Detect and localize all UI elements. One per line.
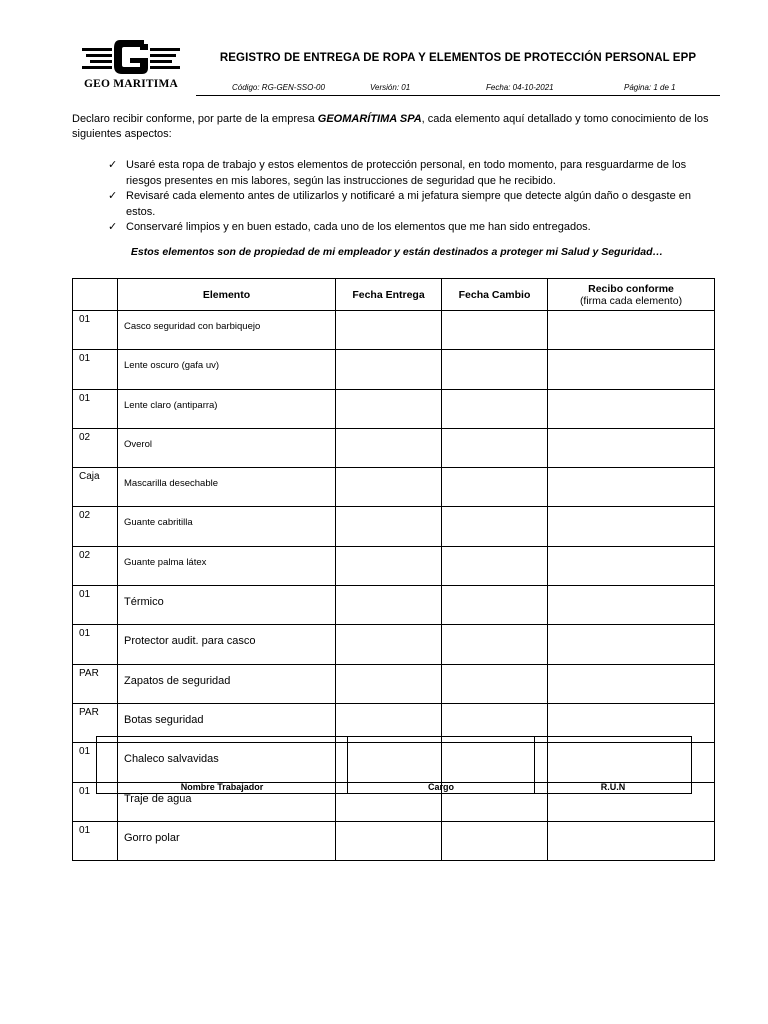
fecha-cambio-cell[interactable]	[442, 586, 548, 625]
qty-cell: PAR	[73, 664, 118, 703]
header-qty	[73, 279, 118, 311]
firma-cell[interactable]	[548, 586, 715, 625]
fecha-entrega-cell[interactable]	[336, 468, 442, 507]
qty-cell: 01	[73, 743, 118, 782]
firma-cell[interactable]	[548, 350, 715, 389]
fecha-entrega-cell[interactable]	[336, 664, 442, 703]
table-row	[73, 625, 715, 664]
fecha-entrega-cell[interactable]	[336, 546, 442, 585]
item-cell: Gorro polar	[118, 821, 336, 860]
worker-name-field[interactable]: Nombre Trabajador	[97, 737, 348, 794]
fecha-cambio-cell[interactable]	[442, 821, 548, 860]
fecha-cambio-cell[interactable]	[442, 389, 548, 428]
item-cell: Chaleco salvavidas	[118, 743, 336, 782]
fecha-entrega-cell[interactable]	[336, 586, 442, 625]
item-cell: Lente claro (antiparra)	[118, 389, 336, 428]
item-cell: Botas seguridad	[118, 703, 336, 742]
code-field: Código: RG-GEN-SSO-00	[232, 83, 325, 92]
table-row	[73, 468, 715, 507]
firma-cell[interactable]	[548, 821, 715, 860]
geo-maritima-emblem-icon	[80, 36, 182, 76]
qty-cell: 02	[73, 546, 118, 585]
fecha-cambio-cell[interactable]	[442, 311, 548, 350]
qty-cell: 01	[73, 586, 118, 625]
checkmark-icon: ✓	[108, 159, 118, 171]
page-field: Página: 1 de 1	[624, 83, 676, 92]
fecha-cambio-cell[interactable]	[442, 625, 548, 664]
declaration-text-end: , cada elemento aquí detallado y tomo conocimiento de los siguientes aspectos:	[72, 113, 709, 140]
commitment-item	[108, 189, 708, 220]
signature-table	[96, 736, 692, 794]
qty-cell: 01	[73, 625, 118, 664]
ownership-notice: Estos elementos son de propiedad de mi empleador y están destinados a proteger mi Salud y Seguridad…	[130, 246, 664, 258]
qty-cell: 02	[73, 428, 118, 467]
table-row	[73, 586, 715, 625]
date-field: Fecha: 04-10-2021	[486, 83, 554, 92]
fecha-entrega-cell[interactable]	[336, 350, 442, 389]
item-cell: Zapatos de seguridad	[118, 664, 336, 703]
qty-cell: 01	[73, 821, 118, 860]
qty-cell: 01	[73, 389, 118, 428]
fecha-cambio-cell[interactable]	[442, 350, 548, 389]
item-cell: Guante cabritilla	[118, 507, 336, 546]
firma-cell[interactable]	[548, 664, 715, 703]
fecha-cambio-cell[interactable]	[442, 664, 548, 703]
firma-cell[interactable]	[548, 546, 715, 585]
firma-cell[interactable]	[548, 468, 715, 507]
recibo-title: Recibo conforme	[588, 282, 674, 295]
item-cell: Protector audit. para casco	[118, 625, 336, 664]
table-header-row	[73, 279, 715, 311]
commitment-item	[108, 220, 708, 236]
commitment-text: Revisaré cada elemento antes de utilizarlos y notificaré a mi jefatura siempre que detecte algún daño o desgaste en estos.	[126, 190, 692, 218]
firma-cell[interactable]	[548, 625, 715, 664]
table-row	[73, 821, 715, 860]
qty-cell: Caja	[73, 468, 118, 507]
firma-cell[interactable]	[548, 507, 715, 546]
fecha-cambio-cell[interactable]	[442, 507, 548, 546]
checkmark-icon: ✓	[108, 221, 118, 233]
table-row	[73, 311, 715, 350]
item-cell: Traje de agua	[118, 782, 336, 821]
declaration-paragraph	[72, 112, 722, 142]
qty-cell: 01	[73, 782, 118, 821]
firma-cell[interactable]	[548, 389, 715, 428]
fecha-entrega-cell[interactable]	[336, 507, 442, 546]
item-cell: Guante palma látex	[118, 546, 336, 585]
fecha-entrega-cell[interactable]	[336, 821, 442, 860]
item-cell: Térmico	[118, 586, 336, 625]
signature-row	[97, 737, 692, 794]
table-row	[73, 546, 715, 585]
fecha-cambio-cell[interactable]	[442, 468, 548, 507]
table-row	[73, 664, 715, 703]
commitment-text: Conservaré limpios y en buen estado, cada uno de los elementos que me han sido entregados.	[126, 221, 591, 233]
qty-cell: 01	[73, 350, 118, 389]
fecha-entrega-cell[interactable]	[336, 311, 442, 350]
fecha-cambio-cell[interactable]	[442, 428, 548, 467]
table-row	[73, 350, 715, 389]
item-cell: Casco seguridad con barbiquejo	[118, 311, 336, 350]
header-fecha-cambio: Fecha Cambio	[442, 279, 548, 311]
company-name: GEOMARÍTIMA SPA	[317, 113, 422, 125]
table-row	[73, 428, 715, 467]
qty-cell: 02	[73, 507, 118, 546]
checkmark-icon: ✓	[108, 190, 118, 202]
document-meta-row	[196, 82, 720, 96]
firma-cell[interactable]	[548, 428, 715, 467]
header-fecha-entrega: Fecha Entrega	[336, 279, 442, 311]
position-field[interactable]: Cargo	[348, 737, 535, 794]
qty-cell: PAR	[73, 703, 118, 742]
header-elemento: Elemento	[118, 279, 336, 311]
qty-cell: 01	[73, 311, 118, 350]
item-cell: Overol	[118, 428, 336, 467]
table-row	[73, 389, 715, 428]
header-recibo-conforme	[548, 279, 715, 311]
recibo-subtitle: (firma cada elemento)	[579, 294, 683, 307]
version-field: Versión: 01	[370, 83, 411, 92]
company-logo	[80, 36, 182, 94]
fecha-cambio-cell[interactable]	[442, 546, 548, 585]
run-field[interactable]: R.U.N	[535, 737, 692, 794]
fecha-entrega-cell[interactable]	[336, 389, 442, 428]
firma-cell[interactable]	[548, 311, 715, 350]
fecha-entrega-cell[interactable]	[336, 625, 442, 664]
commitment-item	[108, 158, 708, 189]
logo-text: GEO MARITIMA	[83, 78, 179, 90]
document-title: REGISTRO DE ENTREGA DE ROPA Y ELEMENTOS DE PROTECCIÓN PERSONAL EPP	[219, 52, 697, 64]
commitments-list	[108, 158, 708, 236]
item-cell: Lente oscuro (gafa uv)	[118, 350, 336, 389]
fecha-entrega-cell[interactable]	[336, 428, 442, 467]
item-cell: Mascarilla desechable	[118, 468, 336, 507]
table-row	[73, 507, 715, 546]
declaration-text-start: Declaro recibir conforme, por parte de la empresa	[72, 113, 318, 125]
commitment-text: Usaré esta ropa de trabajo y estos elementos de protección personal, en todo momento, para resguardarme de los riesgos presentes en mis labores, según las instrucciones de seguridad que he recibido.	[126, 159, 687, 187]
